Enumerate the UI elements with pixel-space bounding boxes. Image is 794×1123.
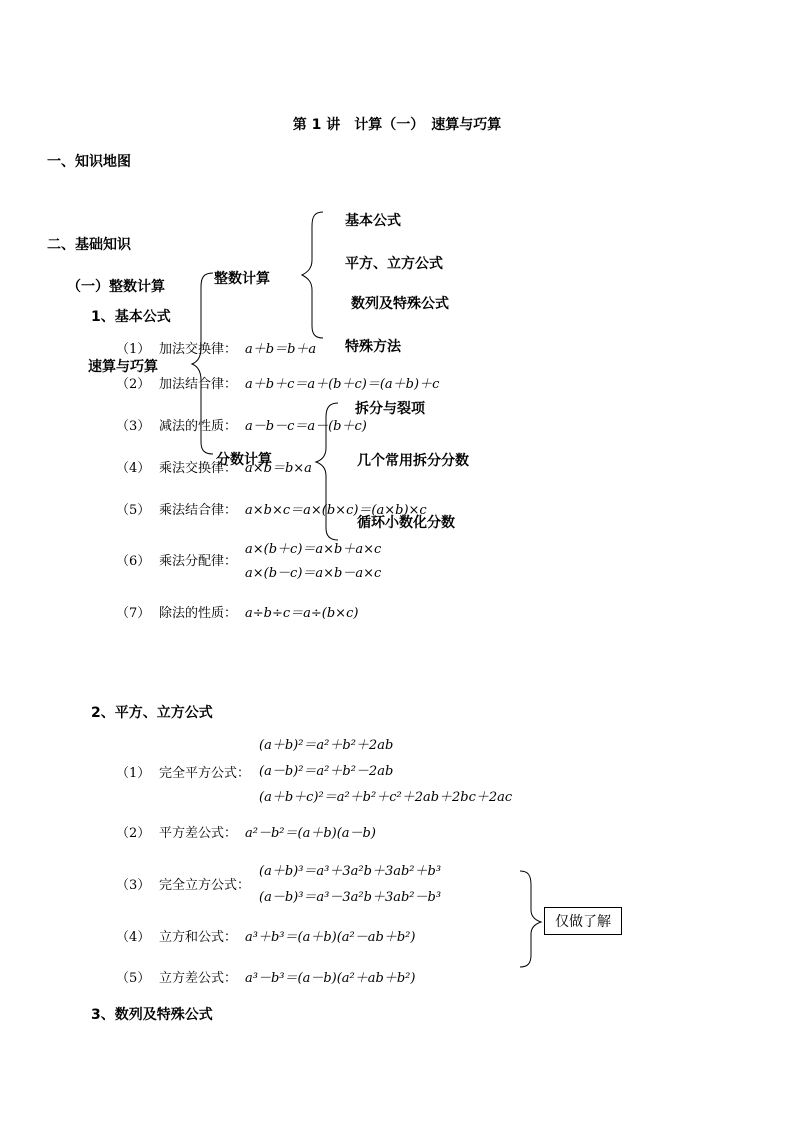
- mindmap-node-common-fractions: 几个常用拆分分数: [357, 453, 469, 469]
- formula-expression: a÷b÷c＝a÷(b×c): [245, 606, 359, 621]
- formula-label: 立方差公式：: [159, 971, 238, 986]
- mindmap-root: 速算与巧算: [88, 359, 158, 375]
- formula-label: 完全平方公式：: [159, 766, 251, 781]
- formula-expression-2: a×(b－c)＝a×b－a×c: [245, 566, 382, 581]
- heading-power-formulas: 2、平方、立方公式: [91, 705, 213, 721]
- formula-expression: (a－b)³＝a³－3a²b＋3ab²－b³: [259, 890, 442, 905]
- formula-label: 平方差公式：: [159, 826, 238, 841]
- formula-label: 除法的性质：: [159, 606, 238, 621]
- formula-number: （1）: [116, 766, 151, 781]
- section-knowledge-map: 一、知识地图: [47, 154, 131, 170]
- mindmap-node-special-methods: 特殊方法: [345, 339, 401, 355]
- formula-number: （4）: [116, 461, 151, 476]
- formula-expression: a³＋b³＝(a＋b)(a²－ab＋b²): [245, 930, 416, 945]
- formula-label: 乘法结合律：: [159, 503, 238, 518]
- formula-number: （1）: [116, 342, 151, 357]
- formula-expression: a×b×c＝a×(b×c)＝(a×b)×c: [245, 503, 427, 518]
- formula-number: （7）: [116, 606, 151, 621]
- formula-label: 乘法交换律：: [159, 461, 238, 476]
- formula-expression: a×b＝b×a: [245, 461, 312, 476]
- formula-label: 立方和公式：: [159, 930, 238, 945]
- formula-expression: a×(b＋c)＝a×b＋a×c: [245, 542, 382, 557]
- mindmap-node-repeating-decimal: 循环小数化分数: [357, 515, 455, 531]
- formula-expression: a＋b＋c＝a＋(b＋c)＝(a＋b)＋c: [245, 377, 440, 392]
- formula-expression: (a＋b＋c)²＝a²＋b²＋c²＋2ab＋2bc＋2ac: [259, 790, 513, 805]
- formula-label: 减法的性质：: [159, 419, 238, 434]
- branch2-brace: [316, 403, 338, 540]
- formula-label: 完全立方公式：: [159, 878, 251, 893]
- mindmap-node-power-formulas: 平方、立方公式: [345, 256, 443, 272]
- formula-number: （2）: [116, 377, 151, 392]
- formula-expression: a³－b³＝(a－b)(a²＋ab＋b²): [245, 971, 416, 986]
- mindmap-node-basic-formulas: 基本公式: [345, 213, 401, 229]
- root-brace: [192, 273, 213, 454]
- formula-expression: (a＋b)²＝a²＋b²＋2ab: [259, 738, 394, 753]
- formula-number: （5）: [116, 971, 151, 986]
- mindmap-branch-integer: 整数计算: [214, 271, 270, 287]
- formula-number: （3）: [116, 419, 151, 434]
- formula-expression: a＋b＝b＋a: [245, 342, 317, 357]
- formula-number: （2）: [116, 826, 151, 841]
- mindmap-branch-fraction: 分数计算: [216, 452, 272, 468]
- formula-number: （5）: [116, 503, 151, 518]
- formula-label: 乘法分配律：: [159, 554, 238, 569]
- page-title: 第 1 讲 计算（一） 速算与巧算: [292, 117, 502, 133]
- formula-expression: a－b－c＝a－(b＋c): [245, 419, 367, 434]
- formula-number: （3）: [116, 878, 151, 893]
- cubic-right-brace: [520, 871, 541, 967]
- subsection-integer: （一）整数计算: [67, 279, 165, 295]
- formula-number: （4）: [116, 930, 151, 945]
- formula-expression: a²－b²＝(a＋b)(a－b): [245, 826, 376, 841]
- formula-label: 加法结合律：: [159, 377, 238, 392]
- mindmap-node-series-formulas: 数列及特殊公式: [351, 296, 449, 312]
- formula-number: （6）: [116, 554, 151, 569]
- heading-basic-formulas: 1、基本公式: [91, 309, 171, 325]
- formula-expression: (a－b)²＝a²＋b²－2ab: [259, 764, 394, 779]
- note-box: 仅做了解: [544, 907, 622, 935]
- heading-series-formulas: 3、数列及特殊公式: [91, 1007, 213, 1023]
- branch1-brace: [302, 212, 323, 338]
- mindmap-node-split: 拆分与裂项: [355, 401, 425, 417]
- formula-label: 加法交换律：: [159, 342, 238, 357]
- formula-expression: (a＋b)³＝a³＋3a²b＋3ab²＋b³: [259, 864, 442, 879]
- section-basics: 二、基础知识: [47, 237, 131, 253]
